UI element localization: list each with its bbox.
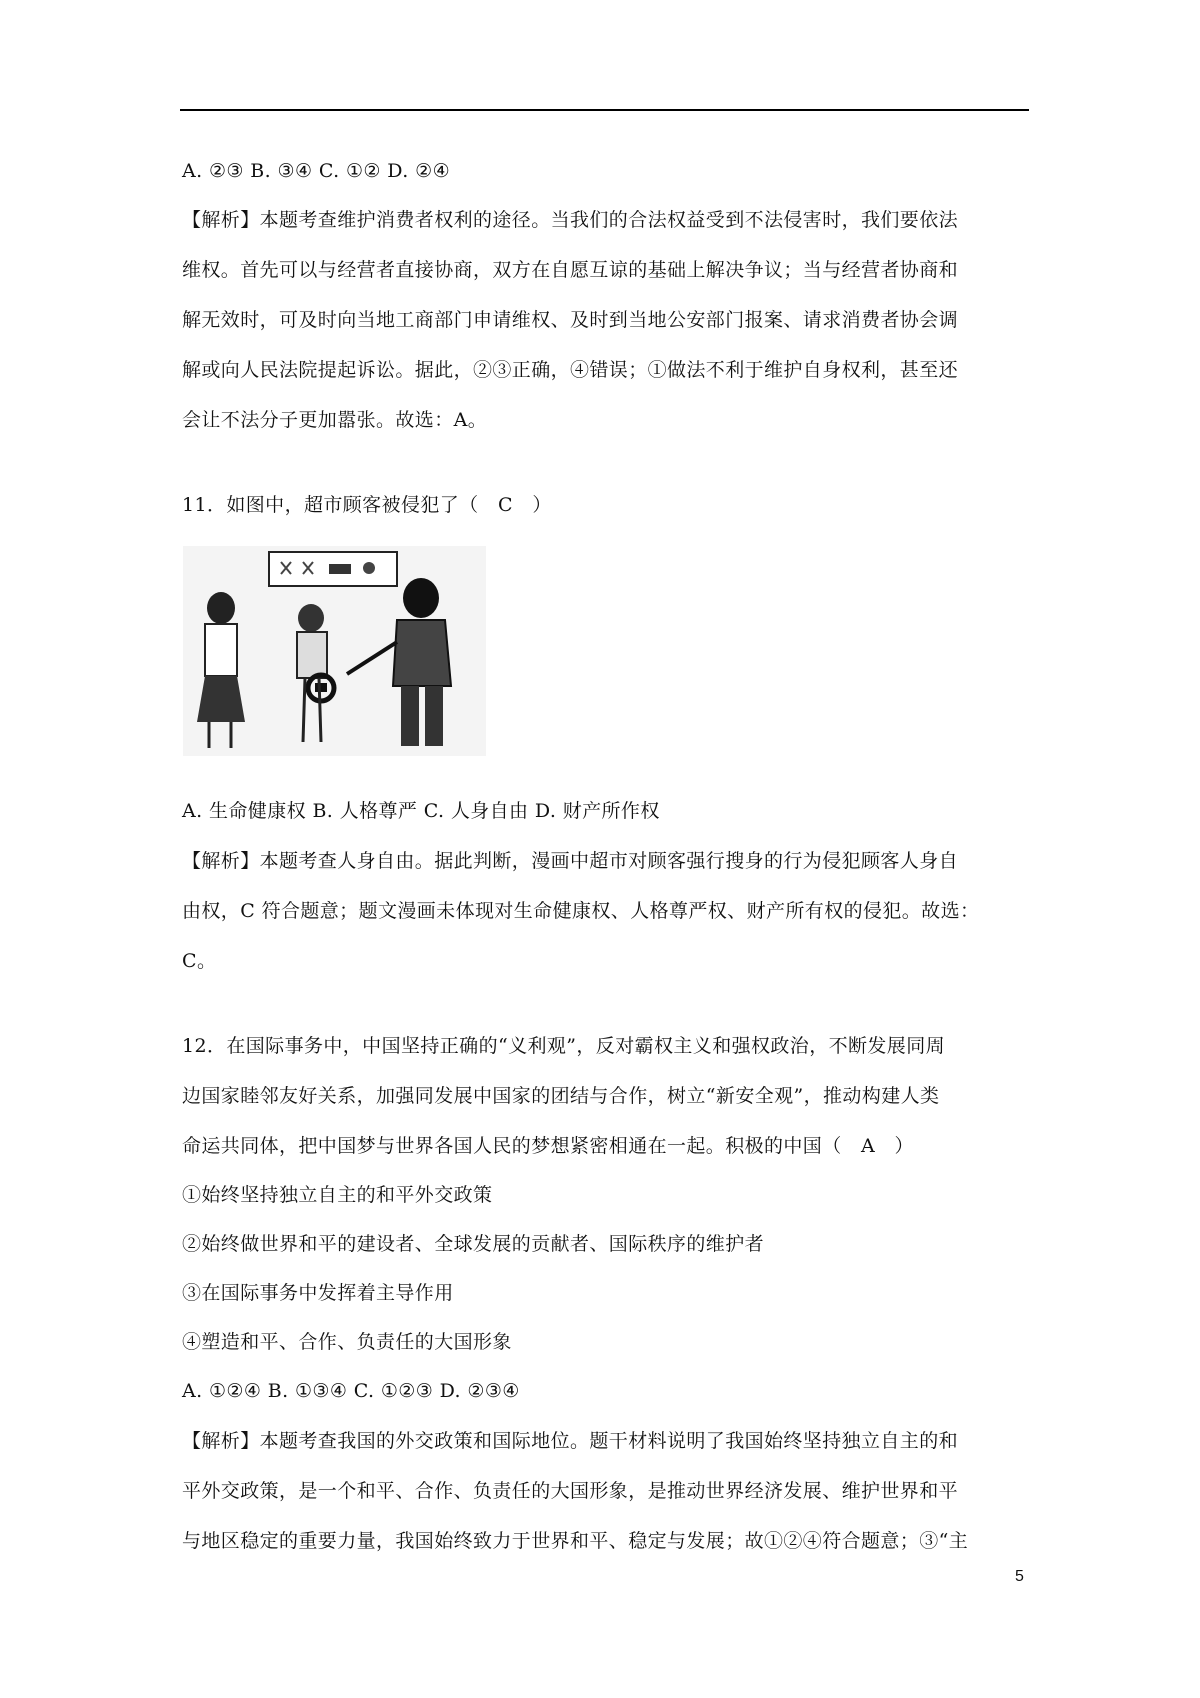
q12-analysis-line-1: 【解析】本题考查我国的外交政策和国际地位。题干材料说明了我国始终坚持独立自主的和 <box>182 1430 959 1452</box>
header-rule <box>180 109 1029 111</box>
q10-analysis-line-5: 会让不法分子更加嚣张。故选：A。 <box>182 409 488 431</box>
q10-analysis-line-4: 解或向人民法院提起诉讼。据此，②③正确，④错误；①做法不利于维护自身权利，甚至还 <box>182 359 959 381</box>
q10-analysis-line-2: 维权。首先可以与经营者直接协商，双方在自愿互谅的基础上解决争议；当与经营者协商和 <box>182 259 959 281</box>
q11-options: A. 生命健康权 B. 人格尊严 C. 人身自由 D. 财产所作权 <box>182 800 660 822</box>
q10-analysis-line-1: 【解析】本题考查维护消费者权利的途径。当我们的合法权益受到不法侵害时，我们要依法 <box>182 209 959 231</box>
q12-statement-3: ③在国际事务中发挥着主导作用 <box>182 1282 454 1304</box>
q11-question: 11．如图中，超市顾客被侵犯了（ C ） <box>182 494 552 516</box>
q10-analysis-line-3: 解无效时，可及时向当地工商部门申请维权、及时到当地公安部门报案、请求消费者协会调 <box>182 309 959 331</box>
q12-analysis-line-2: 平外交政策，是一个和平、合作、负责任的大国形象，是推动世界经济发展、维护世界和平 <box>182 1480 959 1502</box>
q12-analysis-line-3: 与地区稳定的重要力量，我国始终致力于世界和平、稳定与发展；故①②④符合题意；③“主 <box>182 1530 969 1552</box>
q12-statement-1: ①始终坚持独立自主的和平外交政策 <box>182 1184 493 1206</box>
q11-analysis-line-2: 由权，C 符合题意；题文漫画未体现对生命健康权、人格尊严权、财产所有权的侵犯。故选： <box>182 900 980 922</box>
q12-question-line-3: 命运共同体，把中国梦与世界各国人民的梦想紧密相通在一起。积极的中国（ A ） <box>182 1135 914 1157</box>
q11-analysis-line-3: C。 <box>182 950 217 972</box>
q10-options: A. ②③ B. ③④ C. ①② D. ②④ <box>182 160 451 182</box>
q12-statement-4: ④塑造和平、合作、负责任的大国形象 <box>182 1331 512 1353</box>
q12-statement-2: ②始终做世界和平的建设者、全球发展的贡献者、国际秩序的维护者 <box>182 1233 765 1255</box>
q12-options: A. ①②④ B. ①③④ C. ①②③ D. ②③④ <box>182 1380 520 1402</box>
q12-question-line-2: 边国家睦邻友好关系，加强同发展中国家的团结与合作，树立“新安全观”，推动构建人类 <box>182 1085 940 1107</box>
page-number: 5 <box>1015 1568 1024 1585</box>
q11-analysis-line-1: 【解析】本题考查人身自由。据此判断，漫画中超市对顾客强行搜身的行为侵犯顾客人身自 <box>182 850 959 872</box>
supermarket-search-cartoon <box>183 546 486 756</box>
q12-question-line-1: 12．在国际事务中，中国坚持正确的“义利观”，反对霸权主义和强权政治，不断发展同周 <box>182 1035 946 1057</box>
